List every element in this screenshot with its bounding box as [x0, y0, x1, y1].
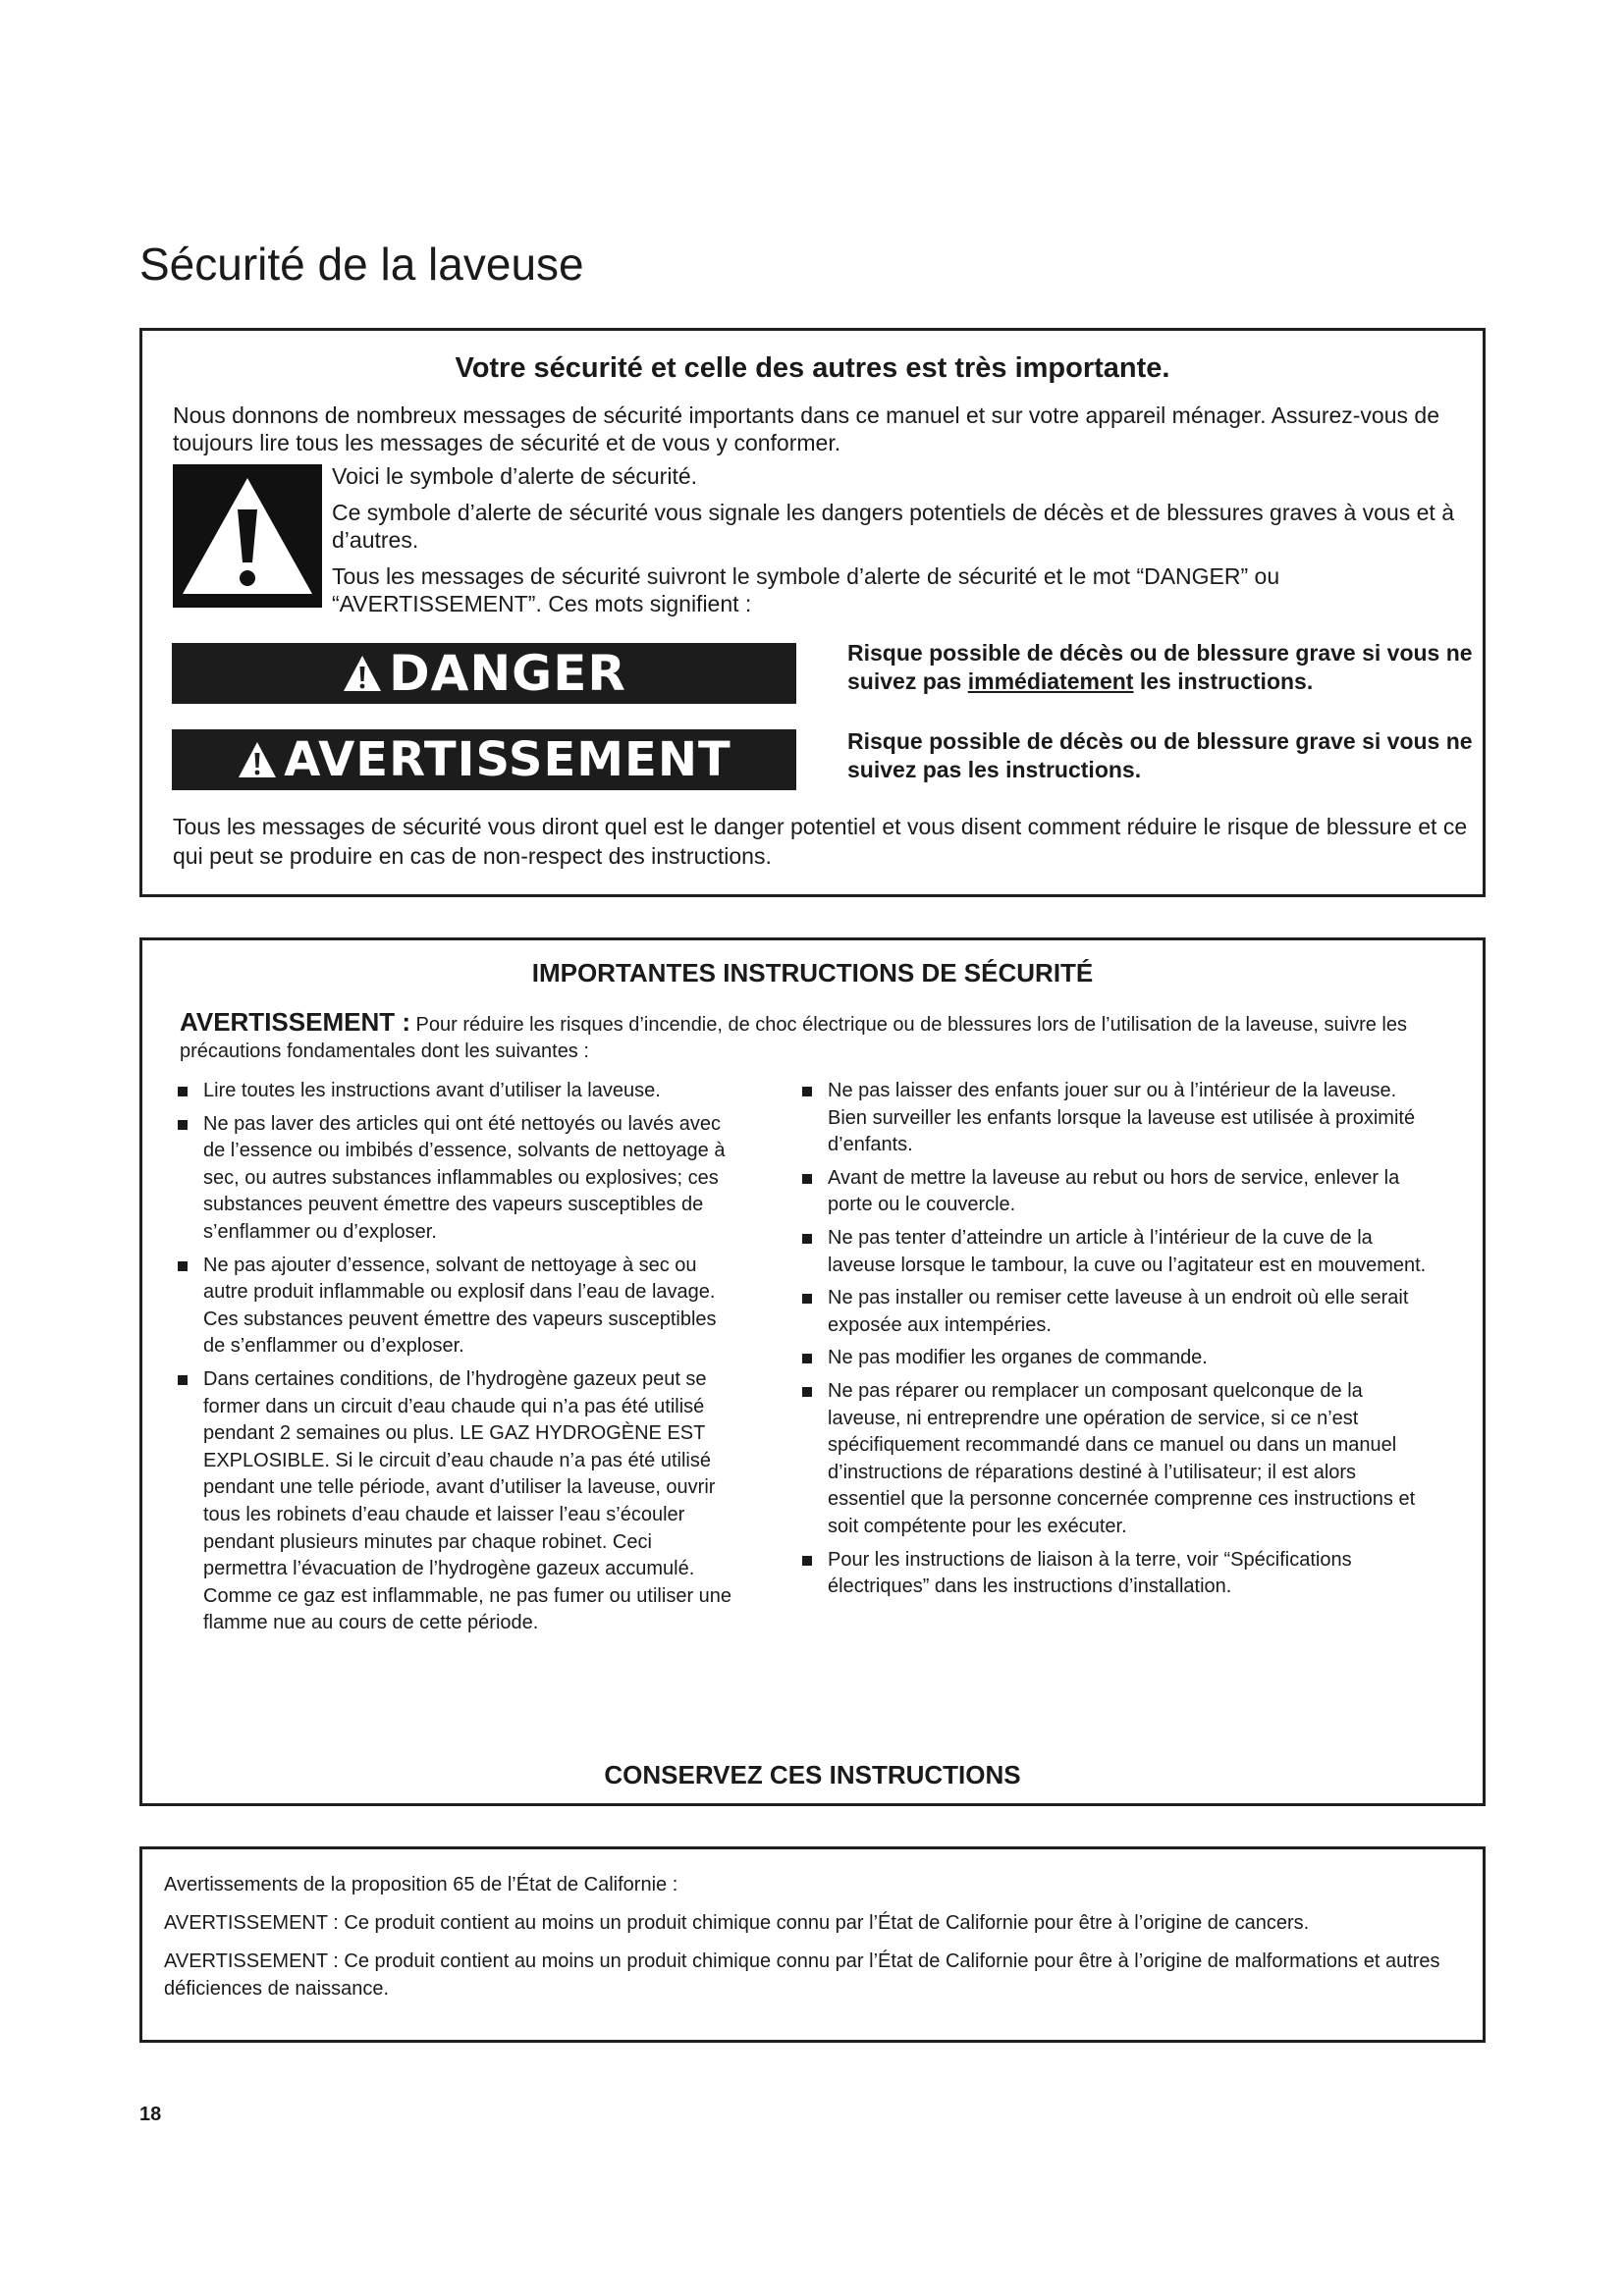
danger-label: DANGER [389, 645, 626, 702]
safety-closing: Tous les messages de sécurité vous diront quel est le danger potentiel et vous disent comment réduire le risque de blessure et ce qui peut se produire en cas de non-respect des instructions. [173, 814, 1468, 869]
list-item: Lire toutes les instructions avant d’utiliser la laveuse. [176, 1078, 735, 1105]
list-item: Avant de mettre la laveuse au rebut ou hors de service, enlever la porte ou le couvercle. [800, 1165, 1438, 1219]
alert-line: Tous les messages de sécurité suivront le symbole d’alerte de sécurité et le mot “DANGER” ou “AVERTISSEMENT”. Ces mots signifient : [332, 563, 1280, 616]
list-item: Ne pas modifier les organes de commande. [800, 1345, 1438, 1372]
bullet-square-icon [802, 1174, 812, 1184]
warning-triangle-icon [237, 740, 278, 779]
prop65-warning: AVERTISSEMENT : Ce produit contient au moins un produit chimique connu par l’État de Californie pour être à l’origine de malformations et autres déficiences de naissance. [164, 1950, 1440, 2000]
bullet-square-icon [178, 1375, 188, 1385]
important-instructions-box [139, 937, 1486, 1806]
safety-message-box [139, 328, 1486, 897]
safety-box-heading: Votre sécurité et celle des autres est très importante. [455, 352, 1170, 384]
instructions-right-column [800, 1078, 1438, 1607]
list-item: Pour les instructions de liaison à la terre, voir “Spécifications électriques” dans les instructions d’installation. [800, 1547, 1438, 1601]
warning-description: Risque possible de décès ou de blessure grave si vous ne suivez pas les instructions. [847, 728, 1473, 782]
danger-signal-bar [172, 643, 796, 704]
alert-line: Ce symbole d’alerte de sécurité vous signale les dangers potentiels de décès et de blessures graves à vous et à d’autres. [332, 500, 1454, 553]
list-item: Ne pas tenter d’atteindre un article à l’intérieur de la cuve de la laveuse lorsque le tambour, la cuve ou l’agitateur est en mouvement. [800, 1225, 1438, 1279]
bullet-square-icon [802, 1387, 812, 1397]
warning-triangle-icon [342, 654, 383, 693]
danger-desc-start: Risque possible de décès ou de blessure grave si vous ne suivez pas [847, 640, 1473, 694]
danger-desc-end: les instructions. [1133, 668, 1314, 694]
safety-intro: Nous donnons de nombreux messages de sécurité importants dans ce manuel et sur votre appareil ménager. Assurez-vous de toujours lire tous les messages de sécurité et de vous y conformer. [173, 402, 1439, 455]
warning-label: AVERTISSEMENT : [180, 1007, 410, 1037]
list-item: Ne pas ajouter d’essence, solvant de nettoyage à sec ou autre produit inflammable ou explosif dans l’eau de lavage. Ces substances peuvent émettre des vapeurs susceptibles de s’enflammer ou d’exploser. [176, 1253, 735, 1361]
instructions-heading: IMPORTANTES INSTRUCTIONS DE SÉCURITÉ [531, 958, 1094, 988]
list-item: Ne pas réparer ou remplacer un composant quelconque de la laveuse, ni entreprendre une opération de service, si ce n’est spécifiquement recommandé dans ce manuel ou dans un manuel d’instructions de réparations destiné à l’utilisateur; il est alors essentiel que la personne concernée comprenne ces instructions et soit compétente pour les exécuter. [800, 1378, 1438, 1541]
instructions-left-column [176, 1078, 735, 1643]
page-number: 18 [139, 2104, 162, 2125]
save-instructions-footer: CONSERVEZ CES INSTRUCTIONS [604, 1760, 1021, 1789]
bullet-square-icon [178, 1087, 188, 1096]
prop65-text [164, 1871, 1460, 2013]
prop65-box [139, 1846, 1486, 2043]
warning-label: AVERTISSEMENT [284, 732, 731, 787]
alert-line: Voici le symbole d’alerte de sécurité. [332, 463, 698, 489]
bullet-square-icon [802, 1354, 812, 1363]
danger-description [847, 639, 1476, 696]
instructions-warning-intro [180, 1009, 1456, 1065]
list-item: Dans certaines conditions, de l’hydrogène gazeux peut se former dans un circuit d’eau chaude qui n’a pas été utilisé pendant 2 semaines ou plus. LE GAZ HYDROGÈNE EST EXPLOSIBLE. Si le circuit d’eau chaude n’a pas été utilisé pendant une telle période, avant d’utiliser la laveuse, ouvrir tous les robinets d’eau chaude et laisser l’eau s’écouler pendant plusieurs minutes par chaque robinet. Ceci permettra l’évacuation de l’hydrogène gazeux accumulé. Comme ce gaz est inflammable, ne pas fumer ou utiliser une flamme nue au cours de cette période. [176, 1366, 735, 1637]
alert-symbol-description [332, 462, 1471, 626]
bullet-square-icon [802, 1294, 812, 1304]
page-title: Sécurité de la laveuse [139, 239, 584, 290]
bullet-square-icon [802, 1556, 812, 1566]
bullet-square-icon [178, 1261, 188, 1271]
danger-desc-emphasis: immédiatement [967, 668, 1134, 694]
bullet-square-icon [802, 1234, 812, 1244]
warning-text: Pour réduire les risques d’incendie, de choc électrique ou de blessures lors de l’utilisation de la laveuse, suivre les précautions fondamentales dont les suivantes : [180, 1014, 1407, 1062]
list-item: Ne pas laisser des enfants jouer sur ou à l’intérieur de la laveuse. Bien surveiller les enfants lorsque la laveuse est utilisée à proximité d’enfants. [800, 1078, 1438, 1159]
list-item: Ne pas laver des articles qui ont été nettoyés ou lavés avec de l’essence ou imbibés d’essence, solvants de nettoyage à sec, ou autres substances inflammables ou explosives; ces substances peuvent émettre des vapeurs susceptibles de s’enflammer ou d’exploser. [176, 1111, 735, 1247]
bullet-square-icon [178, 1120, 188, 1130]
prop65-heading: Avertissements de la proposition 65 de l’État de Californie : [164, 1874, 678, 1896]
warning-signal-bar [172, 729, 796, 790]
warning-triangle-icon [173, 464, 322, 608]
list-item: Ne pas installer ou remiser cette laveuse à un endroit où elle serait exposée aux intempéries. [800, 1285, 1438, 1339]
bullet-square-icon [802, 1087, 812, 1096]
prop65-warning: AVERTISSEMENT : Ce produit contient au moins un produit chimique connu par l’État de Californie pour être à l’origine de cancers. [164, 1912, 1310, 1934]
